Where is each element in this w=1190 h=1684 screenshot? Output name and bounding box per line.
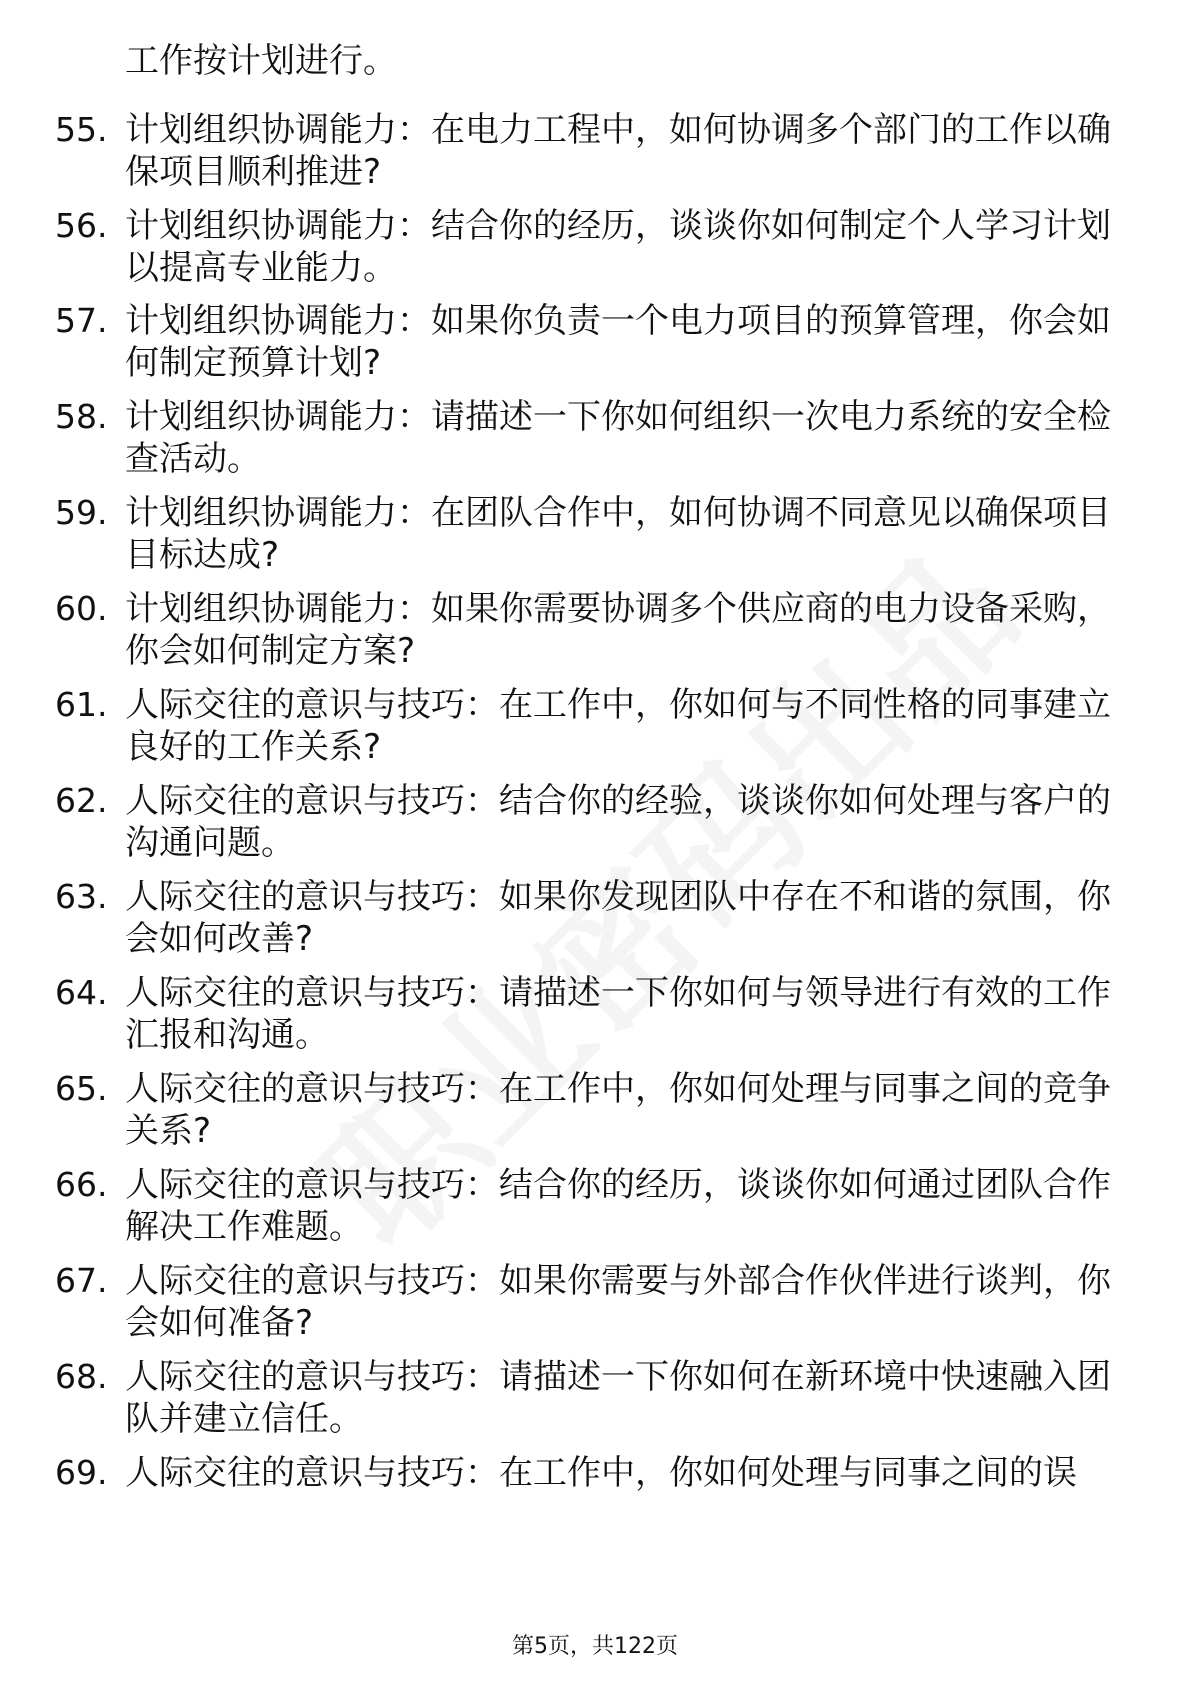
question-text: 计划组织协调能力：如果你负责一个电力项目的预算管理，你会如何制定预算计划? [125, 301, 1111, 383]
question-text: 人际交往的意识与技巧：在工作中，你如何处理与同事之间的竞争关系? [125, 1069, 1111, 1151]
question-text: 人际交往的意识与技巧：结合你的经历，谈谈你如何通过团队合作解决工作难题。 [125, 1165, 1111, 1247]
question-text: 计划组织协调能力：结合你的经历，谈谈你如何制定个人学习计划以提高专业能力。 [125, 206, 1111, 288]
question-number: 66. [55, 1165, 108, 1204]
question-number: 56. [55, 206, 108, 245]
question-number: 65. [55, 1069, 108, 1108]
question-number: 69. [55, 1453, 108, 1492]
question-number: 64. [55, 973, 108, 1012]
question-number: 58. [55, 397, 108, 436]
question-text: 人际交往的意识与技巧：结合你的经验，谈谈你如何处理与客户的沟通问题。 [125, 781, 1111, 863]
question-text: 人际交往的意识与技巧：在工作中，你如何处理与同事之间的误 [125, 1453, 1077, 1493]
question-text: 人际交往的意识与技巧：如果你需要与外部合作伙伴进行谈判，你会如何准备? [125, 1261, 1111, 1343]
question-number: 59. [55, 493, 108, 532]
question-number: 63. [55, 877, 108, 916]
question-text: 人际交往的意识与技巧：请描述一下你如何在新环境中快速融入团队并建立信任。 [125, 1357, 1111, 1439]
question-text: 人际交往的意识与技巧：如果你发现团队中存在不和谐的氛围，你会如何改善? [125, 877, 1111, 959]
question-text: 计划组织协调能力：如果你需要协调多个供应商的电力设备采购，你会如何制定方案? [125, 589, 1111, 671]
question-text: 人际交往的意识与技巧：请描述一下你如何与领导进行有效的工作汇报和沟通。 [125, 973, 1111, 1055]
question-number: 57. [55, 301, 108, 340]
question-text: 人际交往的意识与技巧：在工作中，你如何与不同性格的同事建立良好的工作关系? [125, 685, 1111, 767]
continuation-text: 工作按计划进行。 [125, 41, 397, 81]
question-number: 62. [55, 781, 108, 820]
question-text: 计划组织协调能力：在团队合作中，如何协调不同意见以确保项目目标达成? [125, 493, 1111, 575]
question-number: 61. [55, 685, 108, 724]
question-number: 55. [55, 110, 108, 149]
question-number: 67. [55, 1261, 108, 1300]
question-text: 计划组织协调能力：在电力工程中，如何协调多个部门的工作以确保项目顺利推进? [125, 110, 1111, 192]
question-text: 计划组织协调能力：请描述一下你如何组织一次电力系统的安全检查活动。 [125, 397, 1111, 479]
question-number: 68. [55, 1357, 108, 1396]
question-number: 60. [55, 589, 108, 628]
page-footer: 第5页，共122页 [512, 1634, 678, 1659]
